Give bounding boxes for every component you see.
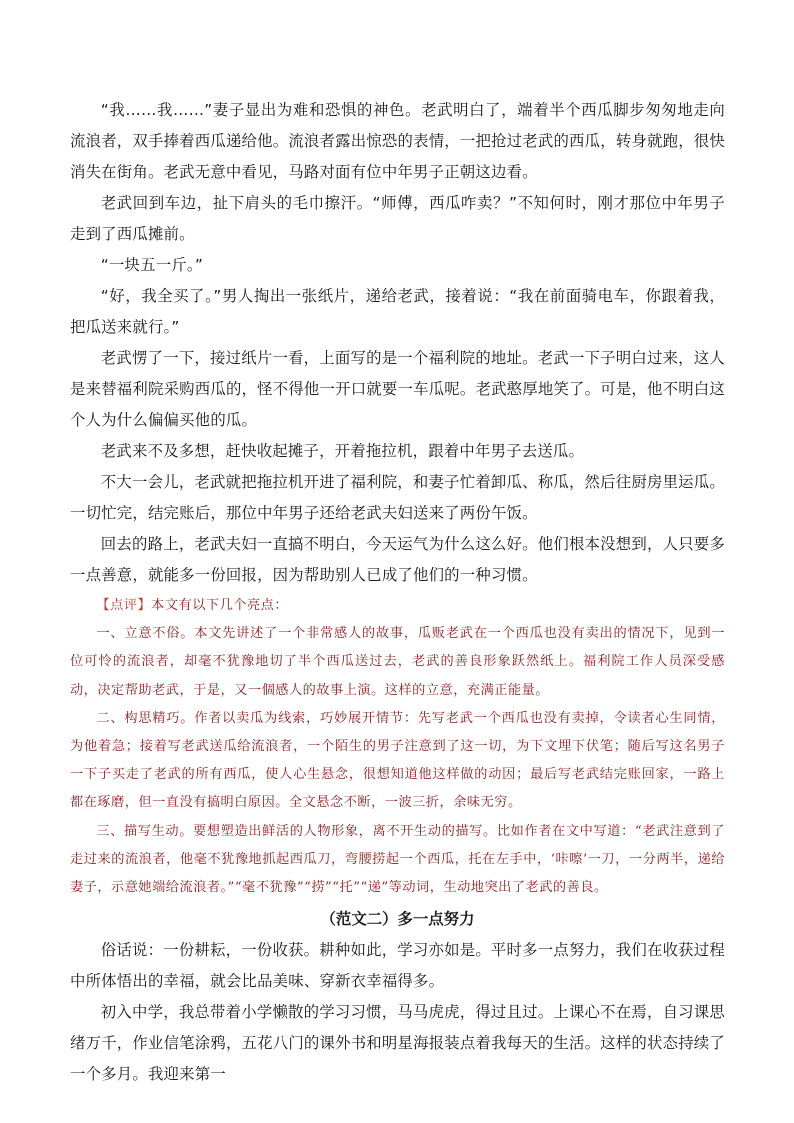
- review-intro: [70, 592, 725, 620]
- story-paragraph: 老武来不及多想，赶快收起摊子，开着拖拉机，跟着中年男子去送瓜。: [100, 442, 585, 460]
- story-paragraph: 回去的路上，老武夫妇一直搞不明白，今天运气为什么这么好。他们根本没想到，人只要多一点善意，就能多一份回报，因为帮助别人已成了他们的一种习惯。: [70, 535, 725, 584]
- section-title: [70, 904, 725, 935]
- story-paragraph: “好，我全买了。”男人掏出一张纸片，递给老武，接着说：“我在前面骑电车，你跟着我，把瓜送来就行。”: [70, 287, 725, 336]
- story-paragraph: 不大一会儿，老武就把拖拉机开进了福利院，和妻子忙着卸瓜、称瓜，然后往厨房里运瓜。一切忙完，结完账后，那位中年男子还给老武夫妇送来了两份午饭。: [70, 473, 725, 522]
- essay-paragraph: 初入中学，我总带着小学懒散的学习习惯，马马虎虎，得过且过。上课心不在焉，自习课思绪万千，作业信笔涂鸦，五花八门的课外书和明星海报装点着我每天的生活。这样的状态持续了一个多月。我迎来第一: [70, 1003, 725, 1084]
- review-point: 二、构思精巧。作者以卖瓜为线索，巧妙展开情节：先写老武一个西瓜也没有卖掉，令读者心生同情，为他着急；接着写老武送瓜给流浪者，一个陌生的男子注意到了这一切，为下文埋下伏笔；随后写这名男子一下子买走了老武的所有西瓜，使人心生悬念，很想知道他这样做的动因；最后写老武结完账回家，一路上都在琢磨，但一直没有搞明白原因。全文悬念不断，一波三折，余味无穷。: [70, 710, 725, 811]
- story-paragraph: 老武愣了一下，接过纸片一看，上面写的是一个福利院的地址。老武一下子明白过来，这人是来替福利院采购西瓜的，怪不得他一开口就要一车瓜呢。老武憨厚地笑了。可是，他不明白这个人为什么偏偏买他的瓜。: [70, 349, 725, 429]
- review-point: 一、立意不俗。本文先讲述了一个非常感人的故事，瓜贩老武在一个西瓜也没有卖出的情况下，见到一位可怜的流浪者，却毫不犹豫地切了半个西瓜送过去，老武的善良形象跃然纸上。福利院工作人员深受感动，决定帮助老武，于是，又一個感人的故事上演。这样的立意，充满正能量。: [70, 626, 725, 698]
- story-paragraph: “一块五一斤。”: [100, 256, 203, 274]
- essay-paragraph: 俗话说：一份耕耘，一份收获。耕种如此，学习亦如是。平时多一点努力，我们在收获过程中所体悟出的幸福，就会比品美味、穿新衣幸福得多。: [70, 941, 725, 991]
- review-point: 三、描写生动。要想塑造出鲜活的人物形象，离不开生动的描写。比如作者在文中写道：“老武注意到了走过来的流浪者，他毫不犹豫地抓起西瓜刀，弯腰捞起一个西瓜，托在左手中，‘咔嚓’一刀，一分两半，递给妻子，示意她端给流浪者。”“毫不犹豫”“捞”“托”“递”等动词，生动地突出了老武的善良。: [70, 823, 725, 896]
- story-paragraph: “我……我……”妻子显出为难和恐惧的神色。老武明白了，端着半个西瓜脚步匆匆地走向流浪者，双手捧着西瓜递给他。流浪者露出惊恐的表情，一把抢过老武的西瓜，转身就跑，很快消失在街角。老武无意中看见，马路对面有位中年男子正朝这边看。: [70, 101, 725, 181]
- section-label: （范文二）: [320, 910, 398, 929]
- section-title-text: 多一点努力: [397, 910, 475, 929]
- review-label: 【点评】: [96, 598, 152, 613]
- document-content: [70, 95, 725, 1090]
- story-paragraph: 老武回到车边，扯下肩头的毛巾擦汗。“师傅，西瓜咋卖？”不知何时，刚才那位中年男子走到了西瓜摊前。: [70, 194, 725, 243]
- review-intro-text: 本文有以下几个亮点：: [151, 598, 289, 613]
